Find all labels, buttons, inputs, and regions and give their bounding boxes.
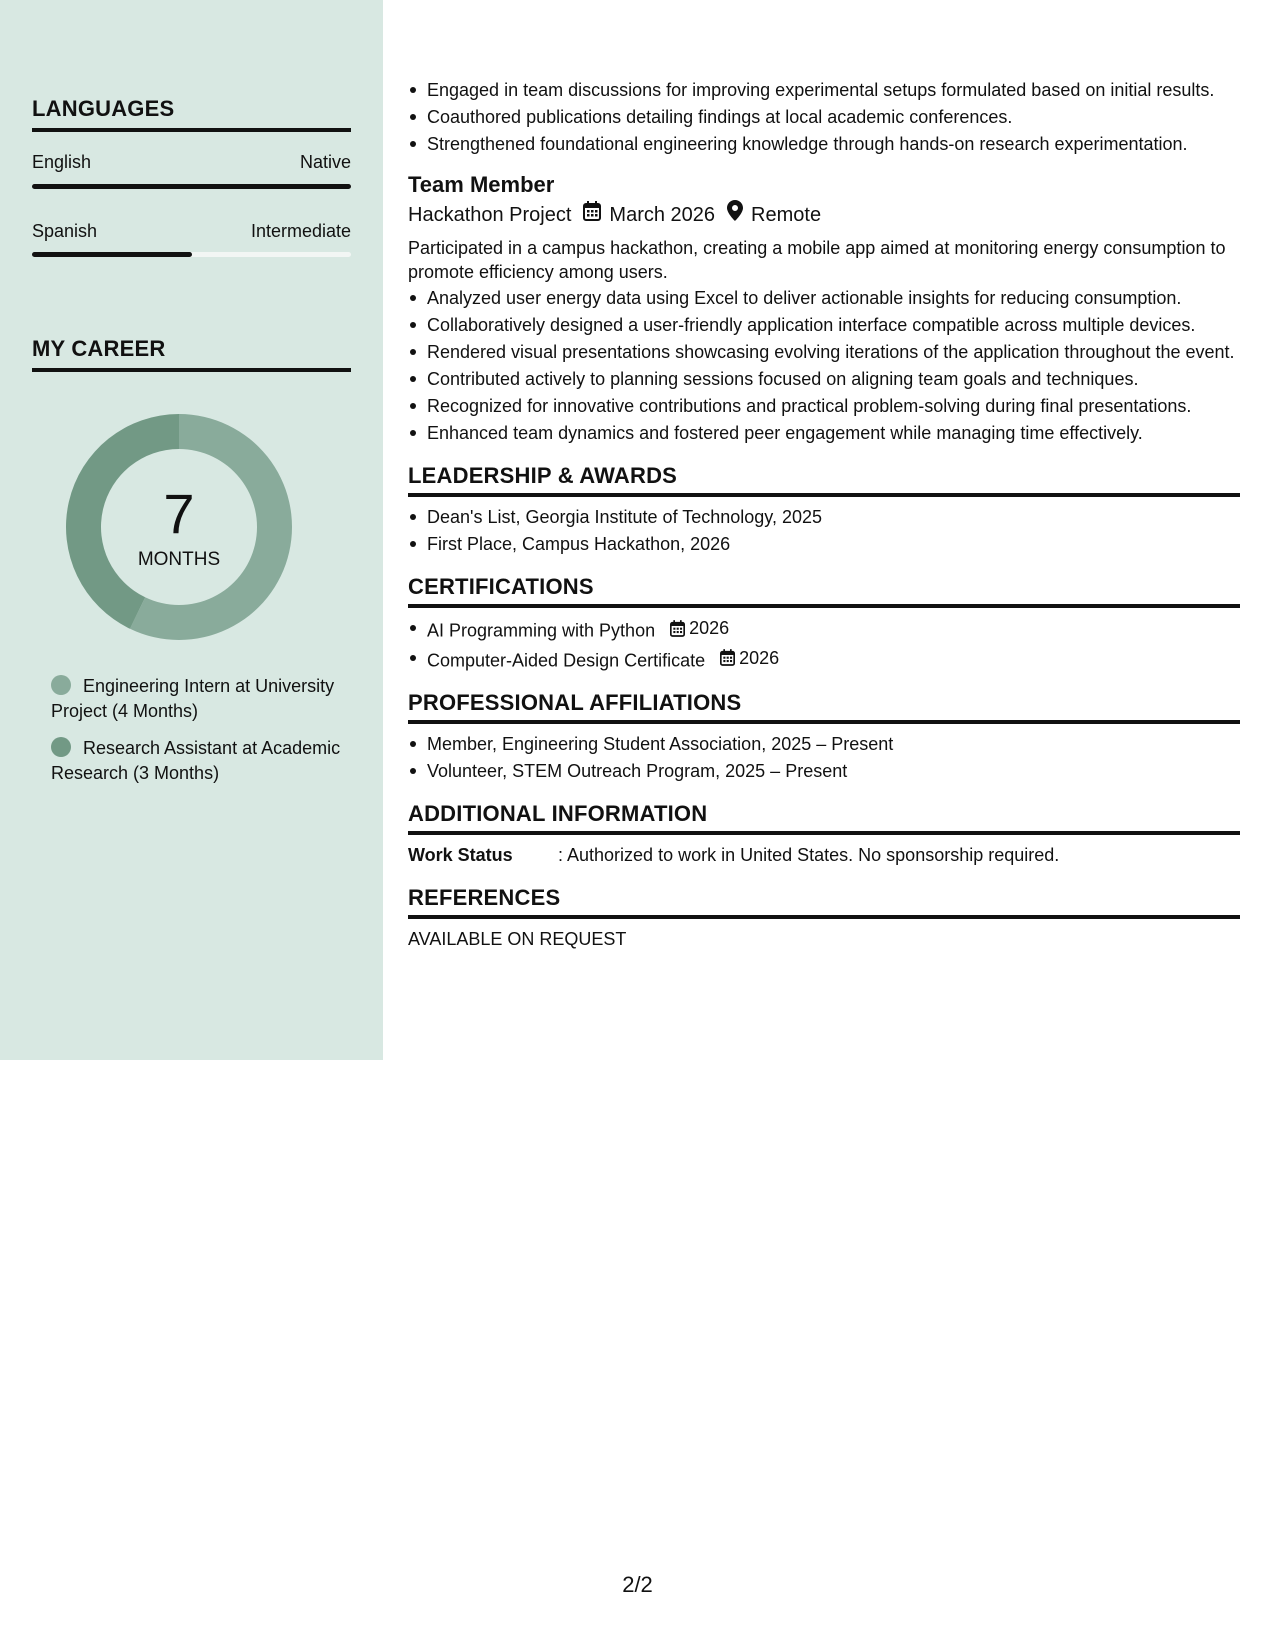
references-heading: REFERENCES [408,885,1240,919]
list-item: Recognized for innovative contributions and practical problem-solving during final presentations. [408,394,1240,418]
list-item: Collaboratively designed a user-friendly application interface compatible across multiple devices. [408,313,1240,337]
language-name: English [32,152,92,172]
list-item [408,646,1240,673]
career-legend-item [51,736,351,786]
certifications-list [408,616,1240,672]
previous-job-bullets [408,78,1240,156]
language-name: Spanish [32,221,98,241]
certification-year: 2026 [689,618,730,638]
job-meta [408,200,1240,230]
career-total-unit: MONTHS [137,549,221,570]
list-item: Volunteer, STEM Outreach Program, 2025 – Present [408,759,1240,783]
affiliations-heading: PROFESSIONAL AFFILIATIONS [408,690,1240,724]
list-item: Dean's List, Georgia Institute of Technology, 2025 [408,505,1240,529]
language-bar-fill [32,252,192,257]
career-total-number: 7 [163,482,195,545]
affiliations-list [408,732,1240,783]
certification-name: Computer-Aided Design Certificate [427,650,706,670]
list-item: First Place, Campus Hackathon, 2026 [408,532,1240,556]
job-description: Participated in a campus hackathon, creating a mobile app aimed at monitoring energy consumption to promote efficiency among users. [408,238,1226,282]
list-item: Strengthened foundational engineering knowledge through hands-on research experimentation. [408,132,1240,156]
list-item: Contributed actively to planning sessions focused on aligning team goals and techniques. [408,367,1240,391]
job-date: March 2026 [609,204,716,226]
list-item: Coauthored publications detailing findings at local academic conferences. [408,105,1240,129]
career-legend-item [51,674,351,724]
legend-dot [51,737,71,757]
career-heading: MY CAREER [32,336,351,372]
legend-label: Engineering Intern at University Project (4 Months) [51,676,335,721]
language-row-english [32,152,351,173]
list-item: Analyzed user energy data using Excel to deliver actionable insights for reducing consumption. [408,286,1240,310]
language-bar-spanish [32,252,351,257]
language-level: Intermediate [250,221,351,241]
additional-info-heading: ADDITIONAL INFORMATION [408,801,1240,835]
legend-label: Research Assistant at Academic Research (3 Months) [51,738,341,783]
leadership-heading: LEADERSHIP & AWARDS [408,463,1240,497]
work-status-value: : Authorized to work in United States. No sponsorship required. [558,845,1060,865]
references-text: AVAILABLE ON REQUEST [408,929,627,949]
sidebar [0,0,383,1060]
list-item: Rendered visual presentations showcasing evolving iterations of the application throughout the event. [408,340,1240,364]
calendar-icon [720,649,735,666]
calendar-icon [670,620,685,637]
location-pin-icon [727,200,743,230]
page-number: 2/2 [622,1572,653,1597]
list-item [408,616,1240,643]
job-title: Team Member [408,172,555,197]
certifications-heading: CERTIFICATIONS [408,574,1240,608]
work-status-row [408,843,1240,867]
certification-name: AI Programming with Python [427,620,656,641]
language-bar-english [32,184,351,189]
list-item: Engaged in team discussions for improving experimental setups formulated based on initial results. [408,78,1240,102]
main-content [408,78,1240,951]
language-bar-fill [32,184,351,189]
languages-heading: LANGUAGES [32,96,351,132]
leadership-list [408,505,1240,556]
job-organization: Hackathon Project [408,204,572,226]
list-item: Enhanced team dynamics and fostered peer engagement while managing time effectively. [408,421,1240,445]
certification-year: 2026 [739,647,780,668]
job-bullets [408,286,1240,445]
legend-dot [51,675,71,695]
calendar-icon [583,200,601,230]
language-row-spanish [32,221,351,242]
job-location: Remote [751,204,822,226]
language-level: Native [299,152,351,172]
work-status-label: Work Status [408,845,513,865]
list-item: Member, Engineering Student Association, 2025 – Present [408,732,1240,756]
